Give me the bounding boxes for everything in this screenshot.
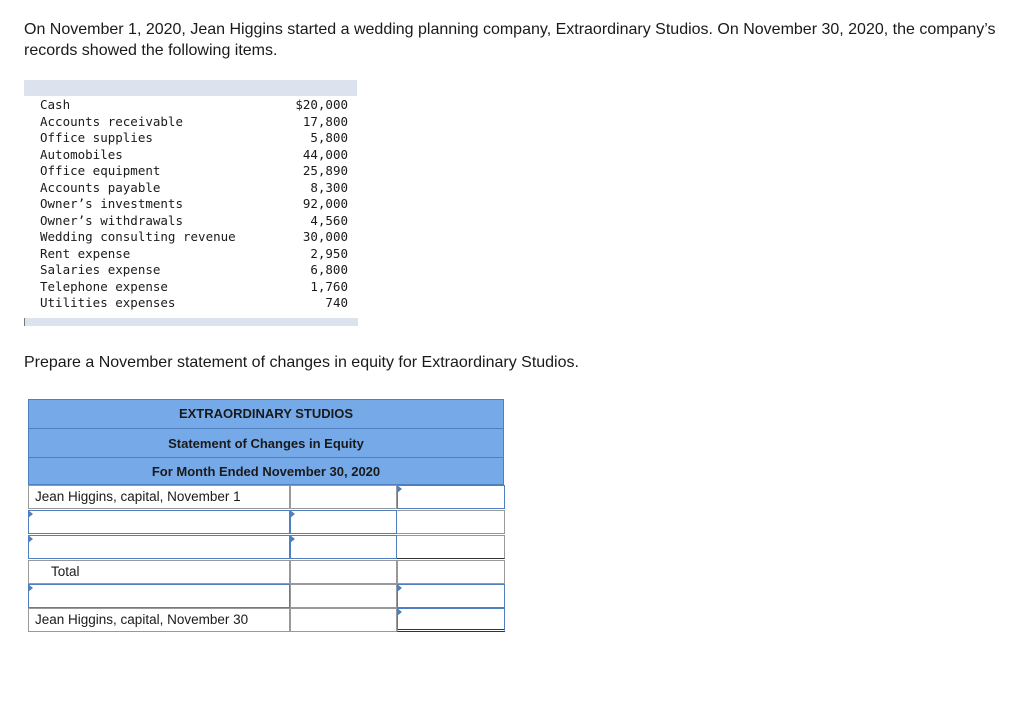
problem-intro-text: On November 1, 2020, Jean Higgins started a wedding planning company, Extraordinary Studios. On November 30, 2020, the company’s records showed the following items. <box>24 21 996 59</box>
account-row: Office equipment 25,890 <box>40 163 348 178</box>
row-addition-2 <box>28 535 505 559</box>
statement-period-header: For Month Ended November 30, 2020 <box>28 457 504 485</box>
capital-begin-label: Jean Higgins, capital, November 1 <box>28 485 290 509</box>
account-balances-table <box>24 80 357 326</box>
account-row: Owner’s investments 92,000 <box>40 196 348 211</box>
input-marker-icon <box>290 535 295 543</box>
account-row: Salaries expense 6,800 <box>40 262 348 277</box>
account-row: Accounts receivable 17,800 <box>40 113 348 129</box>
account-list <box>40 97 356 312</box>
account-row: Accounts payable 8,300 <box>40 179 348 195</box>
total-amount-cell <box>397 560 505 584</box>
addition-2-label-input[interactable] <box>28 535 290 559</box>
row-capital-end <box>28 608 505 632</box>
input-marker-icon <box>397 608 402 616</box>
total-label: Total <box>28 560 290 584</box>
capital-end-mid-cell <box>290 608 397 632</box>
row-capital-begin <box>28 485 505 509</box>
deduction-label-input[interactable] <box>28 584 290 608</box>
input-marker-icon <box>28 510 33 518</box>
input-marker-icon <box>290 510 295 518</box>
prompt-text: Prepare a November statement of changes in equity for Extraordinary Studios. <box>24 354 579 371</box>
row-addition-1 <box>28 510 505 534</box>
addition-2-amount-input[interactable] <box>290 535 397 559</box>
deduction-mid-cell <box>290 584 397 608</box>
addition-1-amount-input[interactable] <box>290 510 397 534</box>
capital-begin-amount-input[interactable] <box>397 485 505 509</box>
account-row: Automobiles 44,000 <box>40 146 348 162</box>
table-top-bar <box>24 80 357 96</box>
deduction-amount-input[interactable] <box>397 584 505 608</box>
addition-2-total-cell <box>397 535 505 559</box>
total-mid-cell <box>290 560 397 584</box>
capital-end-label: Jean Higgins, capital, November 30 <box>28 608 290 632</box>
row-total <box>28 560 505 584</box>
account-row: Utilities expenses 740 <box>40 295 348 310</box>
account-row: Wedding consulting revenue 30,000 <box>40 229 348 244</box>
capital-begin-mid-cell <box>290 485 397 509</box>
addition-1-label-input[interactable] <box>28 510 290 534</box>
account-row: Rent expense 2,950 <box>40 245 348 261</box>
input-marker-icon <box>397 485 402 493</box>
table-bottom-bar <box>24 318 358 326</box>
account-row: Owner’s withdrawals 4,560 <box>40 212 348 228</box>
input-marker-icon <box>28 535 33 543</box>
input-marker-icon <box>28 584 33 592</box>
statement-title-header: Statement of Changes in Equity <box>28 428 504 458</box>
account-row: Telephone expense 1,760 <box>40 278 348 294</box>
account-row: Office supplies 5,800 <box>40 130 348 145</box>
capital-end-amount-input[interactable] <box>397 608 505 632</box>
row-deduction <box>28 584 505 608</box>
account-row: Cash $20,000 <box>40 97 348 112</box>
input-marker-icon <box>397 584 402 592</box>
addition-1-total-cell <box>397 510 505 534</box>
statement-company-header: EXTRAORDINARY STUDIOS <box>28 399 504 429</box>
